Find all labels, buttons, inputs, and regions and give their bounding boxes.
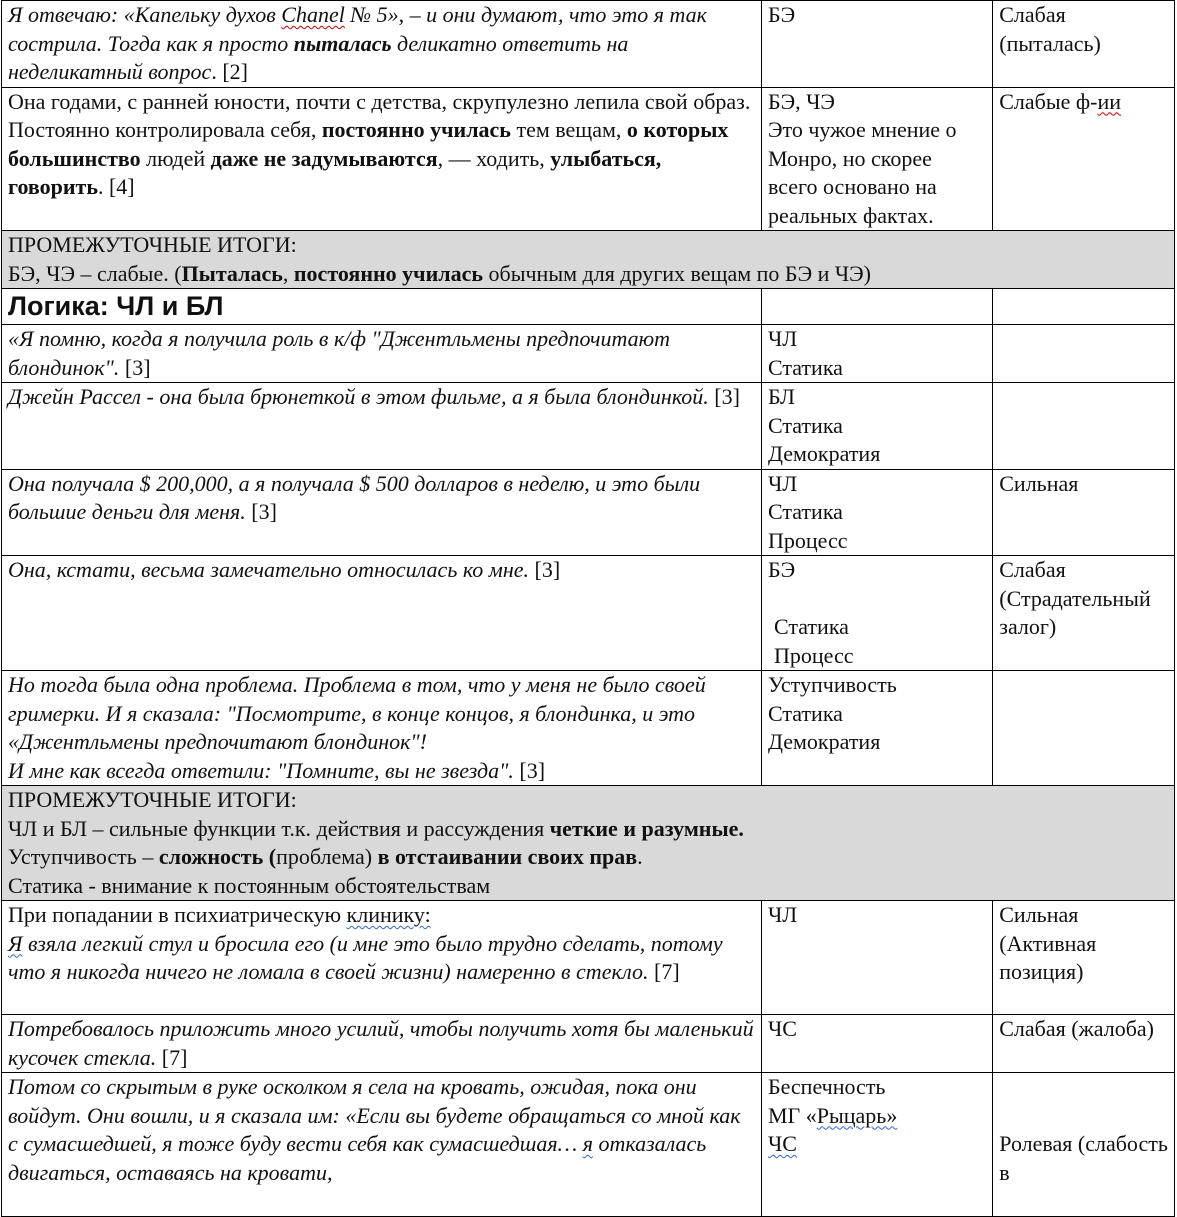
quote-cell: При попадании в психиатрическую клинику: Я взяла легкий стул и бросила его (и мне это было трудно сделать, потому что я никогда ничего не ломала в своей жизни) намеренно в стекло. [7]	[2, 901, 762, 1015]
quote-cell: Но тогда была одна проблема. Проблема в том, что у меня не было своей гримерки. И я сказала: "Посмотрите, в конце концов, я блондинка, и это «Джентльмены предпочитают блондинок"! И мне как всегда ответили: "Помните, вы не звезда". [3]	[2, 671, 762, 786]
function-cell: ЧС	[761, 1015, 992, 1073]
function-cell: БЛ Статика Демократия	[761, 383, 992, 470]
quote-cell: «Я помню, когда я получила роль в к/ф "Джентльмены предпочитают блондинок". [3]	[2, 325, 762, 383]
function-cell: ЧЛ Статика	[761, 325, 992, 383]
section-heading: Логика: ЧЛ и БЛ	[2, 289, 762, 325]
table-row	[2, 1073, 1175, 1217]
table-row	[2, 469, 1175, 556]
table-row	[2, 556, 1175, 671]
quote-cell: Я отвечаю: «Капельку духов Chanel № 5», – и они думают, что это я так сострила. Тогда как я просто пыталась деликатно ответить на неделикатный вопрос. [2]	[2, 1, 762, 88]
quote-cell: Потом со скрытым в руке осколком я села на кровать, ожидая, пока они войдут. Они вошли, и я сказала им: «Если вы будете обращаться со мной как с сумасшедшей, я тоже буду вести себя как сумасшедшая… я отказалась двигаться, оставаясь на кровати,	[2, 1073, 762, 1217]
function-cell: БЭ, ЧЭ Это чужое мнение о Монро, но скорее всего основано на реальных фактах.	[761, 87, 992, 231]
quote-cell: Она годами, с ранней юности, почти с детства, скрупулезно лепила свой образ. Постоянно контролировала себя, постоянно училась тем вещам, о которых большинство людей даже не задумываются, — ходить, улыбаться, говорить. [4]	[2, 87, 762, 231]
summary-cell: ПРОМЕЖУТОЧНЫЕ ИТОГИ: ЧЛ и БЛ – сильные функции т.к. действия и рассуждения четкие и разумные. Уступчивость – сложность (проблема) в отстаивании своих прав. Статика - внимание к постоянным обстоятельствам	[2, 786, 1175, 901]
summary-row	[2, 786, 1175, 901]
strength-cell: Сильная (Активная позиция)	[993, 901, 1175, 1015]
analysis-table	[1, 0, 1175, 1217]
table-row	[2, 383, 1175, 470]
table-row	[2, 901, 1175, 1015]
quote-cell: Потребовалось приложить много усилий, чтобы получить хотя бы маленький кусочек стекла. [7]	[2, 1015, 762, 1073]
summary-cell: ПРОМЕЖУТОЧНЫЕ ИТОГИ: БЭ, ЧЭ – слабые. (Пыталась, постоянно училась обычным для других вещам по БЭ и ЧЭ)	[2, 231, 1175, 289]
section-heading-row	[2, 289, 1175, 325]
strength-cell: Сильная	[993, 469, 1175, 556]
quote-cell: Она получала $ 200,000, а я получала $ 500 долларов в неделю, и это были большие деньги для меня. [3]	[2, 469, 762, 556]
table-row	[2, 1015, 1175, 1073]
function-cell: ЧЛ Статика Процесс	[761, 469, 992, 556]
quote-text: Я отвечаю: «Капельку духов Chanel № 5», – и они думают, что это я так сострила. Тогда как я просто пыталась деликатно ответить на неделикатный вопрос	[8, 2, 707, 84]
function-cell: БЭ Статика Процесс	[761, 556, 992, 671]
strength-cell: Слабые ф-ии	[993, 87, 1175, 231]
summary-row	[2, 231, 1175, 289]
table-row	[2, 87, 1175, 231]
quote-cell: Она, кстати, весьма замечательно относилась ко мне. [3]	[2, 556, 762, 671]
table-row	[2, 325, 1175, 383]
quote-cell: Джейн Рассел - она была брюнеткой в этом фильме, а я была блондинкой. [3]	[2, 383, 762, 470]
function-cell: Беспечность МГ «Рыцарь» ЧС	[761, 1073, 992, 1217]
strength-cell: Ролевая (слабость в	[993, 1073, 1175, 1217]
strength-cell: Слабая (жалоба)	[993, 1015, 1175, 1073]
table-row	[2, 1, 1175, 88]
table-row	[2, 671, 1175, 786]
function-cell: Уступчивость Статика Демократия	[761, 671, 992, 786]
function-cell: БЭ	[761, 1, 992, 88]
strength-cell: Слабая (Страдательный залог)	[993, 556, 1175, 671]
function-cell: ЧЛ	[761, 901, 992, 1015]
strength-cell: Слабая (пыталась)	[993, 1, 1175, 88]
